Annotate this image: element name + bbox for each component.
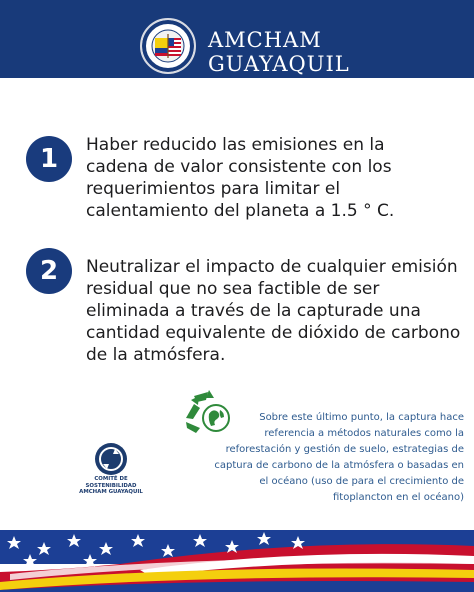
number-badge-2: 2	[26, 248, 72, 294]
note-text: Sobre este último punto, la captura hace referencia a métodos naturales como la reforestación y gestión de suelo, estrategias de captura de carbono de la atmósfera o basadas en el océano (uso de para el crecimiento de fitoplancton en el océano)	[214, 412, 464, 503]
flag-banner	[0, 526, 474, 592]
brand-name	[208, 28, 350, 76]
item-text-2: Neutralizar el impacto de cualquier emisión residual que no sea factible de ser eliminada a través de la capturade una cantidad equivalente de dióxido de carbono de la atmósfera.	[86, 257, 461, 365]
committee-line-3: AMCHAM GUAYAQUIL	[79, 489, 143, 495]
header-bar	[0, 0, 474, 78]
committee-label	[72, 476, 150, 496]
number-badge-1: 1	[26, 136, 72, 182]
committee-line-2: SOSTENIBILIDAD	[85, 482, 137, 489]
amcham-seal-icon	[140, 18, 196, 74]
brand-line-2: GUAYAQUIL	[208, 52, 350, 76]
brand-line-1: AMCHAM	[208, 28, 322, 52]
item-text-1: Haber reducido las emisiones en la cadena de valor consistente con los requerimientos para limitar el calentamiento del planeta a 1.5 ° C.	[86, 135, 395, 221]
committee-line-1: COMITÉ DE	[94, 476, 128, 482]
sustainability-committee-icon	[94, 442, 128, 476]
